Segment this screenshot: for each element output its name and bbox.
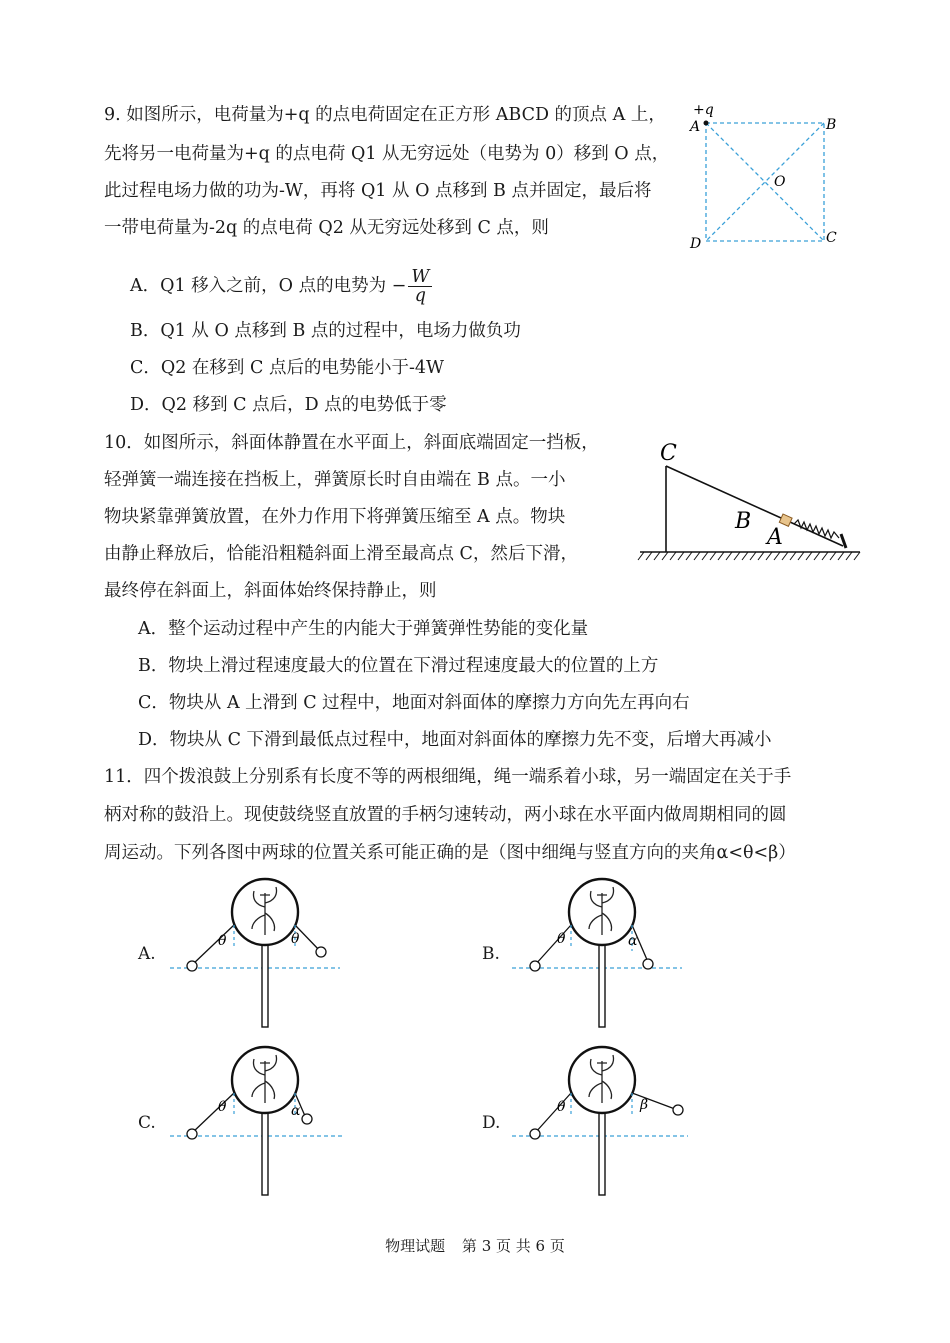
q10-stem-line-4: 由静止释放后，恰能沿粗糙斜面上滑至最高点 C，然后下滑， [104,544,578,564]
drum-figure-c [170,1043,350,1198]
left-angle-label: θ [557,931,566,947]
q9-option-b: B．Q1 从 O 点移到 B 点的过程中，电场力做负功 [130,321,521,341]
right-ball [643,959,653,969]
q11-stem-line-2: 柄对称的鼓沿上。现使鼓绕竖直放置的手柄匀速转动，两小球在水平面内做周期相同的圆 [104,805,787,825]
drum-figure-b [512,875,692,1030]
page-footer [0,1235,950,1256]
q10-option-c: C．物块从 A 上滑到 C 过程中，地面对斜面体的摩擦力方向先左再向右 [138,693,690,713]
q10-option-d: D．物块从 C 下滑到最低点过程中，地面对斜面体的摩擦力先不变，后增大再减小 [138,730,772,750]
label-b: B [735,509,752,534]
drum-c-label: C. [138,1113,156,1133]
q10-option-a: A．整个运动过程中产生的内能大于弹簧弹性势能的变化量 [138,619,589,639]
drum-b-label: B. [482,944,500,964]
q9-square-figure [680,98,850,258]
q9-option-a-fraction [408,268,432,305]
ground-hatching [638,552,860,560]
drum-handle [262,1113,268,1195]
q10-stem-line-2: 轻弹簧一端连接在挡板上，弹簧原长时自由端在 B 点。一小 [104,470,566,490]
right-string [632,1093,675,1109]
drum-d-label: D. [482,1113,501,1133]
left-angle-label: θ [557,1099,566,1115]
left-ball [530,961,540,971]
q10-incline-figure [636,436,866,572]
right-angle-label: β [640,1097,649,1113]
q9-stem-line-3: 此过程电场力做的功为-W，再将 Q1 从 O 点移到 B 点并固定，最后将 [104,181,652,201]
drum-figure-a [170,875,350,1030]
charge-point-a [704,121,709,126]
label-a: A [690,119,701,135]
left-angle-label: θ [218,933,227,949]
q9-option-a [130,268,432,305]
q9-fraction-denominator: q [414,286,426,306]
left-string [192,1093,234,1133]
label-b: B [826,117,837,133]
left-ball [187,961,197,971]
label-o: O [774,174,786,190]
q10-stem-line-3: 物块紧靠弹簧放置，在外力作用下将弹簧压缩至 A 点。物块 [104,507,566,527]
q9-fraction-numerator: W [408,268,432,287]
label-d: D [690,236,702,252]
drum-handle [599,945,605,1027]
q10-stem-line-5: 最终停在斜面上，斜面体始终保持静止，则 [104,581,437,601]
q11-stem-line-3: 周运动。下列各图中两球的位置关系可能正确的是（图中细绳与竖直方向的夹角α<θ<β） [104,843,796,863]
left-string [192,925,234,965]
incline-slope [666,466,843,546]
q9-option-a-text: A．Q1 移入之前，O 点的电势为 − [130,276,407,296]
q11-stem-line-1: 11．四个拨浪鼓上分别系有长度不等的两根细绳，绳一端系着小球，另一端固定在关于手 [104,767,792,787]
right-angle-label: α [291,1103,301,1119]
q9-option-c: C．Q2 在移到 C 点后的电势能小于-4W [130,358,444,378]
right-ball [673,1105,683,1115]
left-angle-label: θ [218,1099,227,1115]
drum-figure-d [512,1043,697,1198]
q9-option-d: D．Q2 移到 C 点后，D 点的电势低于零 [130,395,447,415]
left-ball [187,1129,197,1139]
footer-page-number: 第 3 页 共 6 页 [461,1237,565,1255]
q9-stem-line-2: 先将另一电荷量为+q 的点电荷 Q1 从无穷远处（电势为 0）移到 O 点， [104,144,670,164]
label-c: C [660,441,677,466]
right-ball [302,1114,312,1124]
spring [794,520,839,538]
footer-subject: 物理试题 [385,1237,446,1255]
label-c: C [826,230,837,246]
left-string [535,925,571,965]
drum-handle [262,945,268,1027]
drum-handle [599,1113,605,1195]
right-ball [316,947,326,957]
q10-option-b: B．物块上滑过程速度最大的位置在下滑过程速度最大的位置的上方 [138,656,659,676]
drum-a-label: A. [138,944,156,964]
q9-stem-line-4: 一带电荷量为-2q 的点电荷 Q2 从无穷远处移到 C 点，则 [104,218,549,238]
label-charge: +q [693,102,714,118]
label-a: A [767,525,783,550]
left-string [535,1093,571,1133]
q10-stem-line-1: 10．如图所示，斜面体静置在水平面上，斜面底端固定一挡板， [104,433,599,453]
left-ball [530,1129,540,1139]
q9-stem-line-1: 9. 如图所示，电荷量为+q 的点电荷固定在正方形 ABCD 的顶点 A 上， [104,105,666,125]
right-angle-label: α [628,933,638,949]
right-angle-label: θ [291,931,300,947]
